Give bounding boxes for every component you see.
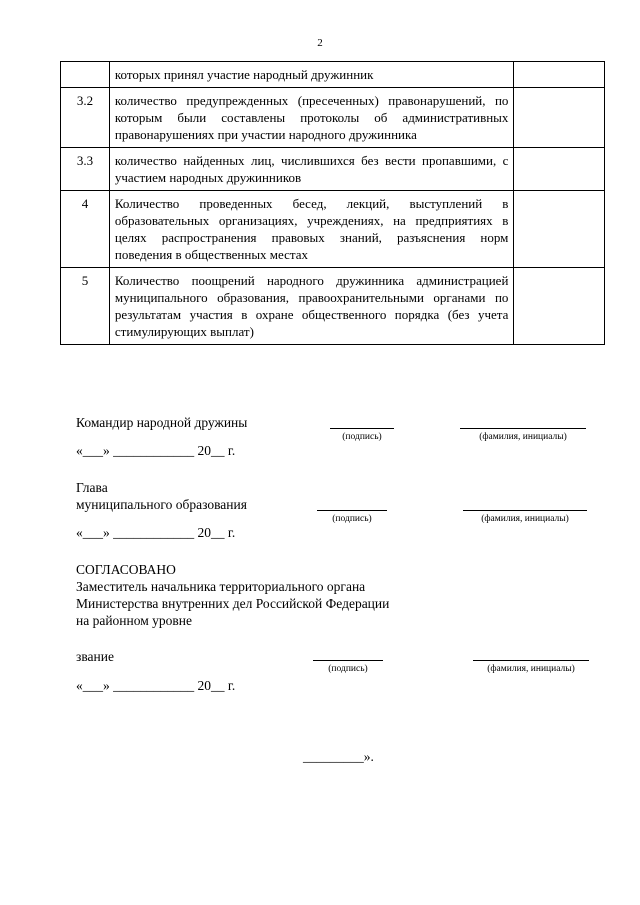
head-name-caption: (фамилия, инициалы) [481,514,569,524]
head-date: «___» ____________ 20__ г. [76,525,236,540]
agreed-line1: Заместитель начальника территориального органа [76,579,366,594]
table-row [61,148,605,191]
table-row [61,191,605,268]
agreed-name-line [473,660,589,661]
agreed-line3: на районном уровне [76,613,193,628]
commander-signature-caption: (подпись) [342,432,382,442]
row-description: количество найденных лиц, числившихся без вести пропавшими, с участием народных дружинников [109,148,514,191]
head-name-line [463,510,587,511]
head-label-line2: муниципального образования [76,497,247,512]
report-table [60,61,605,345]
row-value-cell [514,268,605,345]
row-number: 4 [61,191,110,268]
row-description: Количество поощрений народного дружинника администрацией муниципального образования, правоохранительными органами по результатам участия в охране общественного порядка (без учета стимулирующих выплат) [109,268,514,345]
commander-date: «___» ____________ 20__ г. [76,443,236,458]
row-number: 5 [61,268,110,345]
table-row [61,62,605,88]
row-number [61,62,110,88]
agreed-name-caption: (фамилия, инициалы) [487,664,575,674]
commander-name-line [460,428,586,429]
head-label-line1: Глава [76,480,108,495]
agreed-heading: СОГЛАСОВАНО [76,562,176,577]
row-value-cell [514,88,605,148]
table-row [61,268,605,345]
row-description: Количество проведенных бесед, лекций, выступлений в образовательных организациях, учреждениях, на предприятиях в целях распространения правовых знаний, разъяснения норм поведения в общественных местах [109,191,514,268]
agreed-date: «___» ____________ 20__ г. [76,678,236,693]
row-value-cell [514,148,605,191]
page-number: 2 [317,37,323,49]
commander-signature-line [330,428,394,429]
row-number: 3.2 [61,88,110,148]
row-value-cell [514,62,605,88]
row-number: 3.3 [61,148,110,191]
closing-mark: _________». [303,749,374,764]
row-description: которых принял участие народный дружинник [109,62,514,88]
commander-label: Командир народной дружины [76,415,248,430]
row-description: количество предупрежденных (пресеченных) правонарушений, по которым были составлены протоколы об административных правонарушениях при участии народного дружинника [109,88,514,148]
head-signature-caption: (подпись) [332,514,372,524]
commander-name-caption: (фамилия, инициалы) [479,432,567,442]
table-row [61,88,605,148]
head-signature-line [317,510,387,511]
agreed-signature-caption: (подпись) [328,664,368,674]
row-value-cell [514,191,605,268]
agreed-line2: Министерства внутренних дел Российской Федерации [76,596,390,611]
agreed-signature-line [313,660,383,661]
agreed-rank-label: звание [76,649,114,664]
